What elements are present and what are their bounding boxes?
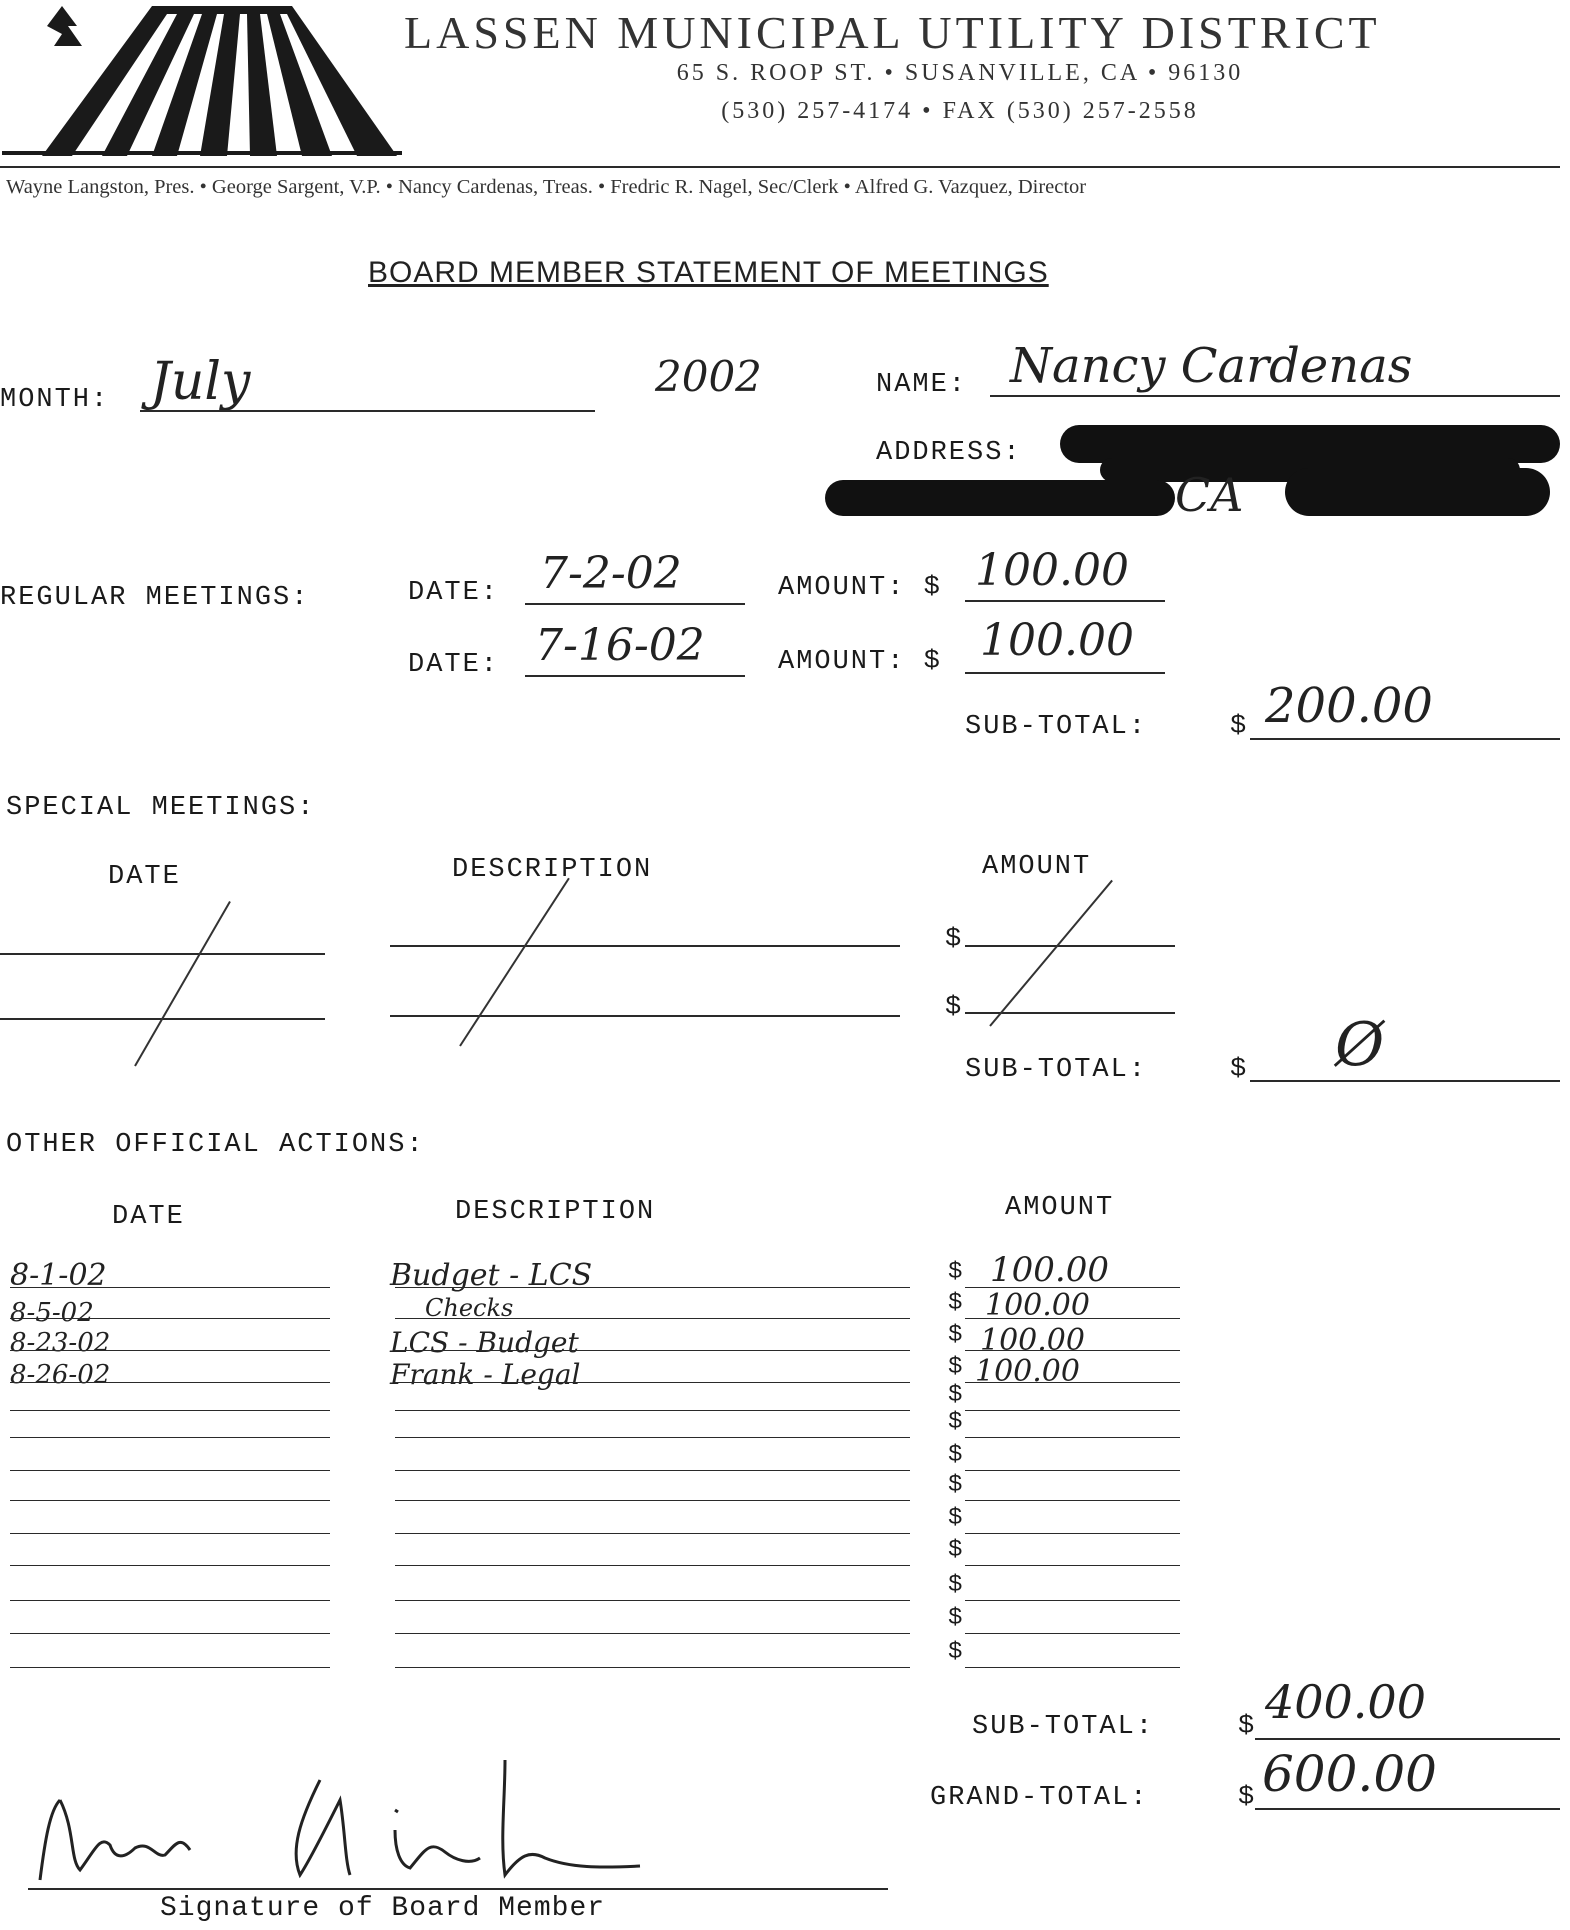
other-amount-currency: $	[948, 1290, 965, 1317]
other-row-amount: 100.00	[980, 1323, 1085, 1358]
special-col-date: DATE	[108, 862, 181, 892]
other-actions-ruled-line	[965, 1318, 1180, 1319]
year-value: 2002	[655, 352, 762, 401]
other-row-date: 8-26-02	[10, 1360, 111, 1390]
other-actions-ruled-line	[10, 1633, 330, 1634]
other-amount-currency: $	[948, 1472, 965, 1499]
district-logo	[2, 6, 402, 166]
other-actions-ruled-line	[395, 1350, 910, 1351]
other-row-description: Budget - LCS	[390, 1258, 593, 1293]
other-actions-ruled-line	[395, 1667, 910, 1668]
other-actions-ruled-line	[10, 1600, 330, 1601]
other-amount-currency: $	[948, 1354, 965, 1381]
other-actions-ruled-line	[395, 1500, 910, 1501]
other-row-amount: 100.00	[975, 1354, 1080, 1389]
regular-amount-value: 100.00	[980, 615, 1134, 666]
special-date-strike	[134, 901, 231, 1067]
name-value: Nancy Cardenas	[1010, 338, 1413, 394]
other-subtotal-label: SUB-TOTAL:	[972, 1712, 1155, 1742]
special-description-line	[390, 945, 900, 947]
other-actions-ruled-line	[395, 1287, 910, 1288]
other-row-date: 8-23-02	[10, 1328, 111, 1358]
other-actions-ruled-line	[10, 1500, 330, 1501]
other-actions-ruled-line	[10, 1350, 330, 1351]
grand-total-line	[1255, 1808, 1560, 1810]
other-amount-currency: $	[948, 1322, 965, 1349]
other-actions-ruled-line	[395, 1470, 910, 1471]
regular-amount-label: AMOUNT: $	[778, 647, 942, 677]
other-actions-ruled-line	[965, 1350, 1180, 1351]
other-actions-ruled-line	[10, 1470, 330, 1471]
other-actions-ruled-line	[10, 1318, 330, 1319]
other-actions-ruled-line	[395, 1565, 910, 1566]
other-actions-ruled-line	[10, 1533, 330, 1534]
month-line	[140, 410, 595, 412]
other-amount-currency: $	[948, 1259, 965, 1286]
month-value: July	[150, 352, 251, 412]
other-subtotal-currency: $	[1238, 1712, 1257, 1742]
other-amount-currency: $	[948, 1605, 965, 1632]
other-row-date: 8-1-02	[10, 1258, 107, 1293]
other-amount-currency: $	[948, 1442, 965, 1469]
special-subtotal-label: SUB-TOTAL:	[965, 1055, 1148, 1085]
other-amount-currency: $	[948, 1537, 965, 1564]
org-address: 65 S. ROOP ST. • SUSANVILLE, CA • 96130	[676, 60, 1244, 86]
special-amount-currency: $	[945, 925, 964, 955]
redaction-mark	[1285, 468, 1550, 516]
other-actions-ruled-line	[965, 1565, 1180, 1566]
other-amount-currency: $	[948, 1382, 965, 1409]
signature-label: Signature of Board Member	[160, 1893, 606, 1924]
special-description-strike	[459, 878, 570, 1047]
other-actions-ruled-line	[965, 1633, 1180, 1634]
other-actions-ruled-line	[395, 1410, 910, 1411]
other-actions-ruled-line	[965, 1382, 1180, 1383]
special-col-description: DESCRIPTION	[452, 855, 653, 885]
signature-scribble	[0, 1740, 720, 1890]
special-subtotal-currency: $	[1230, 1055, 1249, 1085]
regular-amount-label: AMOUNT: $	[778, 573, 942, 603]
name-label: NAME:	[876, 370, 968, 400]
org-phone: (530) 257-4174 • FAX (530) 257-2558	[721, 98, 1199, 124]
other-actions-ruled-line	[965, 1470, 1180, 1471]
other-row-date: 8-5-02	[10, 1298, 94, 1328]
officers-list: Wayne Langston, Pres. • George Sargent, V.P. • Nancy Cardenas, Treas. • Fredric R. Nagel, Sec/Clerk • Alfred G. Vazquez, Director	[6, 176, 1087, 198]
other-actions-ruled-line	[10, 1287, 330, 1288]
org-name: LASSEN MUNICIPAL UTILITY DISTRICT	[404, 7, 1381, 58]
other-row-amount: 100.00	[985, 1288, 1090, 1323]
regular-subtotal-value: 200.00	[1265, 678, 1433, 734]
special-amount-line	[965, 945, 1175, 947]
other-actions-ruled-line	[10, 1437, 330, 1438]
regular-date-line	[525, 603, 745, 605]
other-actions-ruled-line	[395, 1318, 910, 1319]
regular-date-value: 7-2-02	[540, 548, 682, 599]
other-amount-currency: $	[948, 1409, 965, 1436]
special-subtotal-line	[1250, 1080, 1560, 1082]
other-amount-currency: $	[948, 1505, 965, 1532]
other-actions-ruled-line	[965, 1500, 1180, 1501]
special-meetings-label: SPECIAL MEETINGS:	[6, 793, 316, 823]
other-actions-ruled-line	[10, 1667, 330, 1668]
other-row-description: Checks	[425, 1294, 514, 1322]
other-actions-ruled-line	[395, 1633, 910, 1634]
other-actions-ruled-line	[965, 1533, 1180, 1534]
other-row-description: Frank - Legal	[390, 1358, 581, 1391]
special-description-line	[390, 1015, 900, 1017]
regular-date-value: 7-16-02	[535, 620, 705, 671]
other-actions-ruled-line	[395, 1600, 910, 1601]
regular-date-label: DATE:	[408, 578, 500, 608]
other-amount-currency: $	[948, 1572, 965, 1599]
redaction-mark	[825, 480, 1175, 516]
other-actions-ruled-line	[965, 1287, 1180, 1288]
special-amount-line	[965, 1012, 1175, 1014]
regular-date-line	[525, 675, 745, 677]
special-amount-currency: $	[945, 993, 964, 1023]
form-title: BOARD MEMBER STATEMENT OF MEETINGS	[368, 256, 1049, 289]
grand-total-currency: $	[1238, 1783, 1257, 1813]
other-actions-ruled-line	[395, 1437, 910, 1438]
other-subtotal-value: 400.00	[1265, 1675, 1426, 1729]
regular-meetings-label: REGULAR MEETINGS:	[0, 583, 310, 613]
special-col-amount: AMOUNT	[982, 852, 1092, 882]
grand-total-value: 600.00	[1262, 1745, 1437, 1803]
regular-amount-line	[965, 600, 1165, 602]
other-actions-ruled-line	[10, 1382, 330, 1383]
other-actions-label: OTHER OFFICIAL ACTIONS:	[6, 1130, 425, 1160]
other-actions-ruled-line	[965, 1410, 1180, 1411]
other-subtotal-line	[1255, 1738, 1560, 1740]
name-line	[990, 395, 1560, 397]
special-subtotal-value: Ø	[1335, 1010, 1385, 1080]
other-col-amount: AMOUNT	[1005, 1193, 1115, 1223]
regular-amount-line	[965, 672, 1165, 674]
regular-subtotal-currency: $	[1230, 712, 1249, 742]
other-actions-ruled-line	[10, 1410, 330, 1411]
other-actions-ruled-line	[10, 1565, 330, 1566]
regular-subtotal-line	[1250, 738, 1560, 740]
other-row-amount: 100.00	[990, 1250, 1109, 1290]
other-actions-ruled-line	[965, 1600, 1180, 1601]
other-col-description: DESCRIPTION	[455, 1197, 656, 1227]
address-label: ADDRESS:	[876, 438, 1022, 468]
signature-line	[28, 1888, 888, 1890]
other-actions-ruled-line	[965, 1667, 1180, 1668]
other-actions-ruled-line	[395, 1382, 910, 1383]
other-row-description: LCS - Budget	[390, 1326, 579, 1359]
regular-amount-value: 100.00	[975, 545, 1129, 596]
month-label: MONTH:	[0, 385, 110, 415]
other-col-date: DATE	[112, 1202, 185, 1232]
address-state: CA	[1175, 468, 1244, 522]
regular-subtotal-label: SUB-TOTAL:	[965, 712, 1148, 742]
special-date-line	[0, 953, 325, 955]
other-amount-currency: $	[948, 1639, 965, 1666]
other-actions-ruled-line	[395, 1533, 910, 1534]
grand-total-label: GRAND-TOTAL:	[930, 1783, 1149, 1813]
special-amount-strike	[989, 880, 1113, 1027]
other-actions-ruled-line	[965, 1437, 1180, 1438]
header-rule	[0, 166, 1560, 168]
regular-date-label: DATE:	[408, 650, 500, 680]
